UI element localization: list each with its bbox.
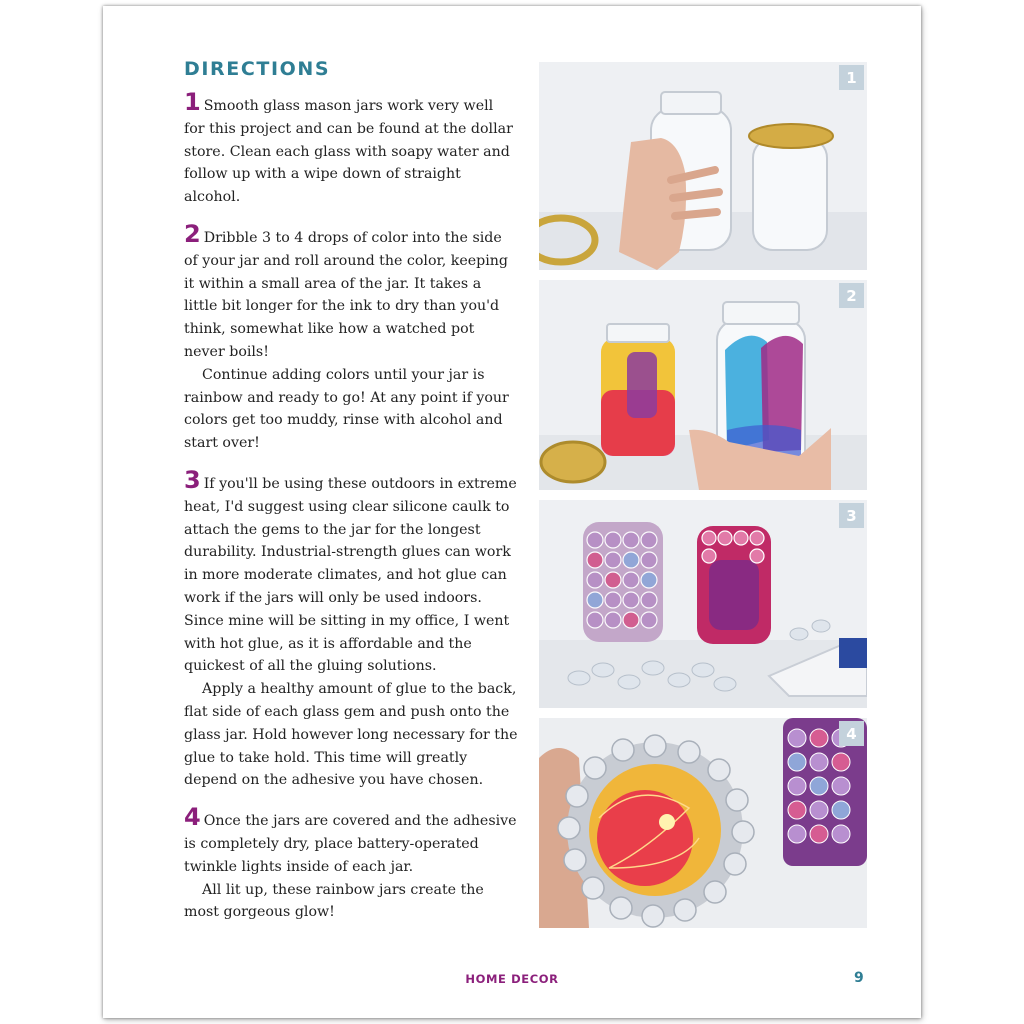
- step-1: [184, 88, 518, 209]
- step-badge: 2: [839, 283, 864, 308]
- directions-text: [184, 88, 518, 939]
- colored-jars-illustration: [539, 280, 867, 490]
- step-paragraph: Dribble 3 to 4 drops of color into the side of your jar and roll around the color, keeping it within a small area of the jar. It takes a little bit longer for the ink to dry than you'd think, somewhat like how a watched pot never boils!: [184, 229, 508, 360]
- step-2: [184, 219, 518, 455]
- step-paragraph: If you'll be using these outdoors in extreme heat, I'd suggest using clear silicone caulk to attach the gems to the jar for the longest durability. Industrial-strength glues can work in more moderate climates, and hot glue can work if the jars will only be used indoors. Since mine will be sitting in my office, I went with hot glue, as it is affordable and the quickest of all the gluing solutions.: [184, 475, 517, 675]
- step-badge: 1: [839, 65, 864, 90]
- step-badge: 4: [839, 721, 864, 746]
- clear-jars-illustration: [539, 62, 867, 270]
- step-number: 4: [184, 803, 201, 832]
- step-paragraph: All lit up, these rainbow jars create the most gorgeous glow!: [184, 881, 484, 921]
- step-3-photo: [539, 500, 867, 708]
- step-paragraph: Apply a healthy amount of glue to the back, flat side of each glass gem and push onto the glass jar. Hold however long necessary for the glue to take hold. This time will greatly depend on the adhesive you have chosen.: [184, 681, 518, 789]
- step-1-photo: [539, 62, 867, 270]
- footer-section-title: HOME DECOR: [465, 972, 559, 986]
- step-number: 3: [184, 465, 201, 494]
- step-badge: 3: [839, 503, 864, 528]
- step-paragraph: Once the jars are covered and the adhesive is completely dry, place battery-operated twinkle lights inside of each jar.: [184, 813, 517, 875]
- gem-jars-illustration: [539, 500, 867, 708]
- page-number: 9: [854, 970, 864, 986]
- step-2-photo: [539, 280, 867, 490]
- step-3: [184, 465, 518, 792]
- step-number: 1: [184, 88, 201, 116]
- step-paragraph: Smooth glass mason jars work very well for this project and can be found at the dollar store. Clean each glass with soapy water and follow up with a wipe down of straight alcohol.: [184, 98, 513, 206]
- step-number: 2: [184, 219, 201, 248]
- section-heading: DIRECTIONS: [184, 58, 331, 80]
- step-4-photo: [539, 718, 867, 928]
- lit-jar-illustration: [539, 718, 867, 928]
- step-paragraph: Continue adding colors until your jar is rainbow and ready to go! At any point if your colors get too muddy, rinse with alcohol and start over!: [184, 366, 509, 452]
- step-4: [184, 803, 518, 924]
